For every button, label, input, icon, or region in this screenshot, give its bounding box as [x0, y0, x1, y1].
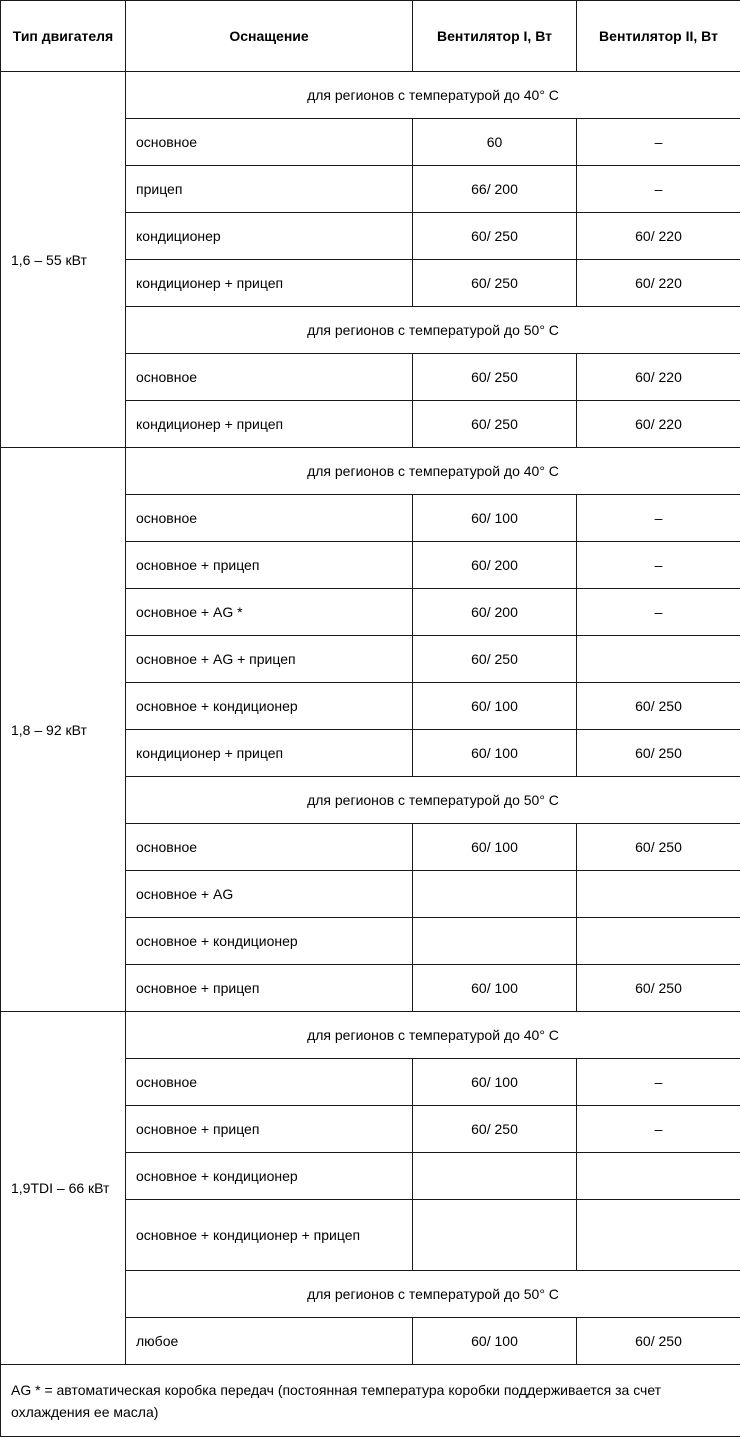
- fan-1-cell: 60/ 100: [413, 495, 577, 542]
- header-fan-1: Вентилятор I, Вт: [413, 1, 577, 72]
- equipment-cell: основное: [126, 354, 413, 401]
- fan-1-cell: 60/ 100: [413, 1318, 577, 1365]
- equipment-cell: кондиционер: [126, 213, 413, 260]
- equipment-cell: основное + кондиционер: [126, 1153, 413, 1200]
- fan-2-cell: –: [577, 495, 740, 542]
- fan-1-cell: 60/ 100: [413, 730, 577, 777]
- equipment-cell: основное + кондиционер + прицеп: [126, 1200, 413, 1271]
- equipment-cell: основное + прицеп: [126, 542, 413, 589]
- fan-2-cell: 60/ 250: [577, 824, 740, 871]
- fan-1-cell: 66/ 200: [413, 166, 577, 213]
- fan-2-cell: 60/ 250: [577, 965, 740, 1012]
- fan-1-cell: 60/ 200: [413, 542, 577, 589]
- region-row: [1, 1012, 740, 1059]
- equipment-cell: основное: [126, 495, 413, 542]
- equipment-cell: основное + AG: [126, 871, 413, 918]
- fan-2-cell: –: [577, 1106, 740, 1153]
- fan-2-cell: 60/ 220: [577, 401, 740, 448]
- fan-1-cell: [413, 1153, 577, 1200]
- engine-type-cell: 1,8 – 92 кВт: [1, 448, 126, 1012]
- header-fan-2: Вентилятор II, Вт: [577, 1, 740, 72]
- fan-2-cell: 60/ 250: [577, 1318, 740, 1365]
- equipment-cell: кондиционер + прицеп: [126, 730, 413, 777]
- header-engine-type: Тип двигателя: [1, 1, 126, 72]
- region-label: для регионов с температурой до 40° C: [126, 448, 740, 495]
- fan-1-cell: 60/ 200: [413, 589, 577, 636]
- equipment-cell: основное + AG *: [126, 589, 413, 636]
- equipment-cell: основное: [126, 119, 413, 166]
- engine-type-cell: 1,6 – 55 кВт: [1, 72, 126, 448]
- equipment-cell: кондиционер + прицеп: [126, 401, 413, 448]
- equipment-cell: любое: [126, 1318, 413, 1365]
- fan-2-cell: [577, 1200, 740, 1271]
- fan-2-cell: [577, 1153, 740, 1200]
- fan-2-cell: 60/ 220: [577, 260, 740, 307]
- header-row: [1, 1, 740, 72]
- region-row: [1, 448, 740, 495]
- footnote-row: [1, 1365, 740, 1437]
- engine-type-cell: 1,9TDI – 66 кВт: [1, 1012, 126, 1365]
- region-label: для регионов с температурой до 50° C: [126, 1271, 740, 1318]
- equipment-cell: кондиционер + прицеп: [126, 260, 413, 307]
- equipment-cell: основное + прицеп: [126, 1106, 413, 1153]
- fan-2-cell: [577, 871, 740, 918]
- fan-1-cell: 60/ 100: [413, 1059, 577, 1106]
- fan-2-cell: 60/ 250: [577, 683, 740, 730]
- fan-2-cell: –: [577, 589, 740, 636]
- fan-2-cell: [577, 636, 740, 683]
- region-label: для регионов с температурой до 50° C: [126, 777, 740, 824]
- fan-1-cell: 60/ 250: [413, 401, 577, 448]
- fan-1-cell: 60/ 250: [413, 213, 577, 260]
- fan-1-cell: [413, 1200, 577, 1271]
- fan-1-cell: 60/ 250: [413, 260, 577, 307]
- fan-2-cell: 60/ 250: [577, 730, 740, 777]
- region-label: для регионов с температурой до 40° C: [126, 72, 740, 119]
- equipment-cell: основное: [126, 824, 413, 871]
- header-equipment: Оснащение: [126, 1, 413, 72]
- fan-1-cell: 60/ 250: [413, 1106, 577, 1153]
- equipment-cell: прицеп: [126, 166, 413, 213]
- equipment-cell: основное + кондиционер: [126, 683, 413, 730]
- equipment-cell: основное + AG + прицеп: [126, 636, 413, 683]
- equipment-cell: основное: [126, 1059, 413, 1106]
- fan-2-cell: –: [577, 119, 740, 166]
- fan-1-cell: [413, 871, 577, 918]
- table-body: [1, 72, 740, 1365]
- fan-2-cell: 60/ 220: [577, 213, 740, 260]
- fan-1-cell: 60/ 250: [413, 354, 577, 401]
- footnote: AG * = автоматическая коробка передач (постоянная температура коробки поддерживается за счет охлаждения ее масла): [1, 1365, 740, 1437]
- fan-1-cell: 60/ 100: [413, 683, 577, 730]
- fan-1-cell: 60/ 100: [413, 824, 577, 871]
- fan-2-cell: [577, 918, 740, 965]
- fan-2-cell: 60/ 220: [577, 354, 740, 401]
- fan-2-cell: –: [577, 1059, 740, 1106]
- equipment-cell: основное + кондиционер: [126, 918, 413, 965]
- fan-2-cell: –: [577, 166, 740, 213]
- equipment-cell: основное + прицеп: [126, 965, 413, 1012]
- fan-1-cell: 60: [413, 119, 577, 166]
- fan-1-cell: [413, 918, 577, 965]
- region-label: для регионов с температурой до 40° C: [126, 1012, 740, 1059]
- fan-1-cell: 60/ 100: [413, 965, 577, 1012]
- region-label: для регионов с температурой до 50° C: [126, 307, 740, 354]
- fan-1-cell: 60/ 250: [413, 636, 577, 683]
- fan-2-cell: –: [577, 542, 740, 589]
- region-row: [1, 72, 740, 119]
